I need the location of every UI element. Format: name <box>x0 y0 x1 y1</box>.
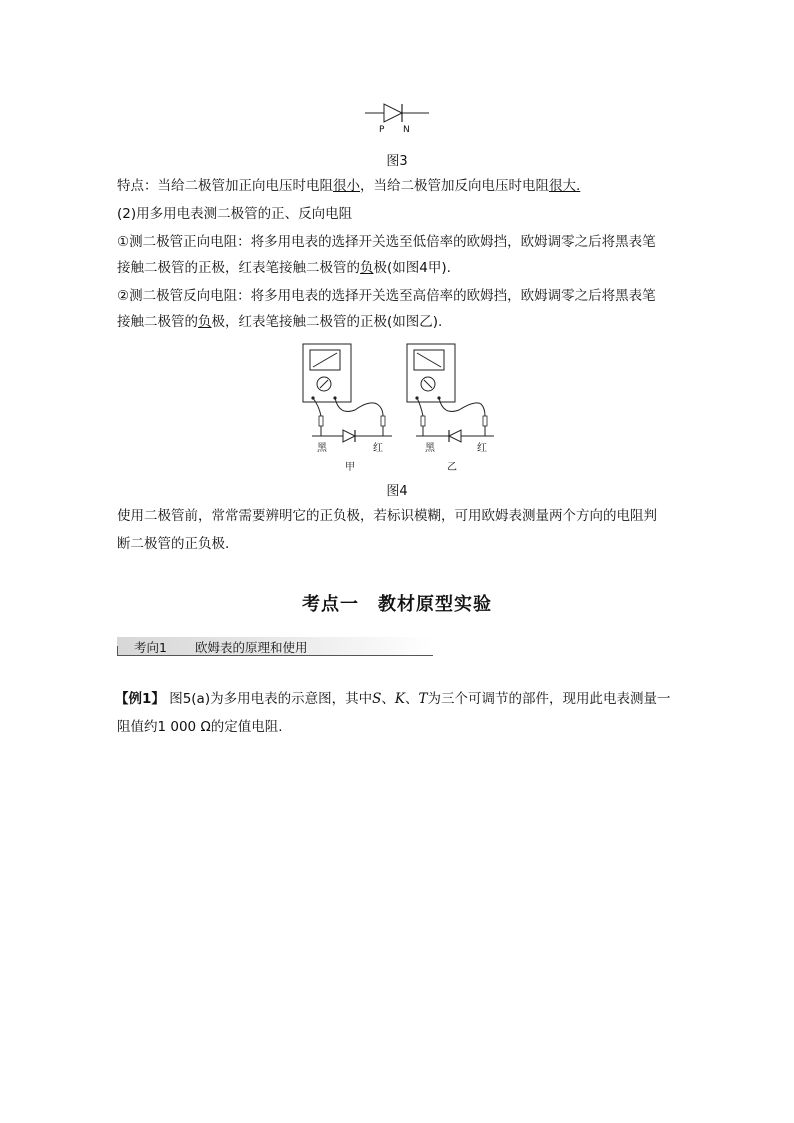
label-jia: 甲 <box>345 462 355 473</box>
topic-tag-bar <box>117 633 433 659</box>
left-red-label: 红 <box>373 443 383 454</box>
tag-title: 欧姆表的原理和使用 <box>195 640 308 655</box>
example-s: S <box>372 691 382 707</box>
example-sep1: 、 <box>381 691 395 707</box>
feature-small: 很小 <box>333 178 360 194</box>
section-heading: 考点一 教材原型实验 <box>302 594 492 615</box>
reverse-negative: 负 <box>198 314 212 330</box>
example-text-b: 为三个可调节的部件，现用此电表测量一 <box>427 691 671 707</box>
multimeter-right <box>407 344 494 442</box>
right-black-label: 黑 <box>425 443 435 454</box>
figure-4-caption: 图4 <box>386 484 408 499</box>
diode-symbol-figure <box>362 100 432 140</box>
diode-label-p: P <box>379 125 385 135</box>
reverse-line-2 <box>117 313 442 331</box>
forward-line-2 <box>117 259 451 277</box>
multimeter-left <box>303 344 392 442</box>
forward-negative: 负 <box>360 260 374 276</box>
reverse-line-1: ②测二极管反向电阻：将多用电表的选择开关选至高倍率的欧姆挡，欧姆调零之后将黑表笔 <box>117 288 656 304</box>
tag-label: 考向1 <box>134 640 167 655</box>
example-text-a: 图5(a)为多用电表的示意图，其中 <box>169 691 373 707</box>
example-line-2: 阻值约1 000 Ω的定值电阻. <box>117 719 283 735</box>
forward-line-2b: 极(如图4甲). <box>373 260 451 276</box>
forward-line-2a: 接触二极管的正极，红表笔接触二极管的 <box>117 260 360 276</box>
example-sep2: 、 <box>404 691 419 707</box>
diode-triangle <box>384 104 402 122</box>
feature-prefix: 特点：当给二极管加正向电压时电阻 <box>117 178 333 194</box>
usage-line-1: 使用二极管前，常常需要辨明它的正负极，若标识模糊，可用欧姆表测量两个方向的电阻判 <box>117 508 657 524</box>
method-title: (2)用多用电表测二极管的正、反向电阻 <box>117 206 353 222</box>
reverse-line-2b: 极，红表笔接触二极管的正极(如图乙). <box>211 314 443 330</box>
figure-3-caption: 图3 <box>386 154 408 169</box>
feature-large: 很大. <box>549 178 581 194</box>
example-t: T <box>418 691 428 707</box>
example-k: K <box>394 691 405 707</box>
usage-line-2: 断二极管的正负极. <box>117 536 230 552</box>
label-yi: 乙 <box>447 462 457 473</box>
forward-line-1: ①测二极管正向电阻：将多用电表的选择开关选至低倍率的欧姆挡，欧姆调零之后将黑表笔 <box>117 234 656 250</box>
reverse-line-2a: 接触二极管的 <box>117 314 198 330</box>
tag-tick <box>117 646 118 656</box>
left-black-label: 黑 <box>317 443 327 454</box>
example-label: 【例1】 <box>115 691 165 707</box>
feature-paragraph <box>117 177 580 195</box>
feature-middle: ，当给二极管加反向电压时电阻 <box>360 178 549 194</box>
example-line-1 <box>115 690 670 708</box>
right-red-label: 红 <box>477 443 487 454</box>
diode-label-n: N <box>403 125 410 135</box>
